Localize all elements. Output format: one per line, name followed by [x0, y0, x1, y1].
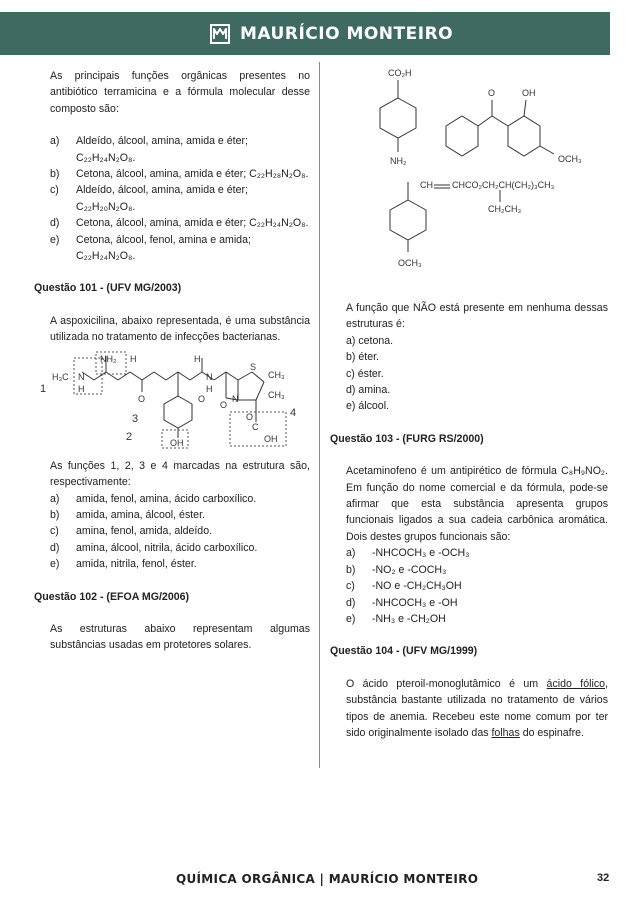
option-item: e) -NH₃ e -CH₂OH — [346, 612, 446, 625]
q102-text: As estruturas abaixo representam algumas substâncias usadas em protetores solares. — [50, 622, 310, 652]
q102-options — [330, 333, 608, 415]
marker-label-4: 4 — [290, 406, 297, 419]
option-item: c) éster. — [346, 367, 384, 380]
atom-ch: CH — [420, 180, 433, 190]
atom-n1: N — [78, 371, 85, 382]
page-footer — [0, 868, 638, 892]
option-item: a) -NHCOCH₃ e -OCH₃ — [346, 547, 470, 560]
footer-title: QUÍMICA ORGÂNICA | MAURÍCIO MONTEIRO — [176, 872, 479, 886]
atom-s: S — [250, 361, 257, 372]
q101-text: A aspoxicilina, abaixo representada, é uma substância utilizada no tratamento de infecções bacterianas. — [50, 314, 310, 344]
option-item: b) éter. — [346, 351, 379, 364]
link-folhas[interactable]: folhas — [491, 726, 520, 739]
atom-nh2: NH₂ — [100, 353, 117, 364]
option-item: c) -NO e -CH₂CH₃OH — [346, 580, 462, 593]
option-item: d) amina. — [346, 384, 391, 397]
aspoxicillin-structure — [34, 350, 310, 458]
atom-o2: O — [198, 393, 206, 404]
atom-h3c: H₃C — [52, 371, 69, 382]
q102-stem: A função que NÃO está presente em nenhuma dessas estruturas é: — [346, 302, 608, 331]
q100-intro: As principais funções orgânicas presentes no antibiótico terramicina e a fórmula molecular desse composto são: — [50, 70, 310, 115]
atom-n3: N — [232, 393, 239, 404]
atom-o3: O — [220, 399, 228, 410]
atom-o: O — [488, 88, 496, 98]
option-item: b) -NO₂ e -COCH₃ — [346, 563, 447, 576]
atom-ch3a: CH₃ — [268, 369, 285, 380]
option-item: a) amida, fenol, amina, ácido carboxílico. — [50, 492, 257, 505]
atom-oh2: OH — [264, 433, 278, 444]
atom-co2h: CO₂H — [388, 68, 412, 78]
q101-options — [34, 491, 310, 573]
left-column — [34, 68, 310, 654]
question-title-104: Questão 104 - (UFV MG/1999) — [330, 645, 478, 658]
marker-label-2: 2 — [126, 430, 133, 443]
q100-options — [34, 133, 310, 264]
brand-name: MAURÍCIO MONTEIRO — [240, 24, 454, 44]
q104-text: O ácido pteroil-monoglutâmico é um ácido fólico, substância bastante utilizada no tratamento de vários tipos de anemia. Recebeu este nome comum por ter sido originalmente isolado das folhas do espinafre. — [346, 677, 608, 739]
atom-och3a: OCH₃ — [558, 154, 582, 164]
column-divider — [319, 62, 320, 768]
option-item: e) Cetona, álcool, fenol, amina e amida; C₂₂H₂₄N₂O₈. — [50, 233, 251, 263]
option-item: b) amida, amina, álcool, éster. — [50, 508, 205, 521]
option-item: a) cetona. — [346, 334, 394, 347]
option-item: a) Aldeído, álcool, amina, amida e éter; C₂₂H₂₄N₂O₈. — [50, 135, 248, 164]
atom-och3b: OCH₃ — [398, 258, 422, 268]
marker-label-3: 3 — [132, 412, 139, 425]
q101-stem: As funções 1, 2, 3 e 4 marcadas na estrutura são, respectivamente: — [50, 459, 310, 489]
atom-h1: H — [78, 383, 85, 394]
brand-logo — [208, 20, 453, 48]
option-item: e) amida, nitrila, fenol, éster. — [50, 558, 197, 571]
atom-o1: O — [138, 393, 146, 404]
atom-oh1: OH — [170, 437, 184, 448]
atom-o4: O — [246, 411, 254, 422]
atom-nh2: NH₂ — [390, 156, 407, 166]
atom-h2: H — [130, 353, 137, 364]
option-item: e) álcool. — [346, 400, 389, 413]
option-item: d) amina, álcool, nitrila, ácido carboxílico. — [50, 541, 258, 554]
question-title-101: Questão 101 - (UFV MG/2003) — [34, 282, 182, 295]
atom-h4: H — [194, 353, 201, 364]
mm-monogram-icon — [208, 22, 232, 46]
option-item: b) Cetona, álcool, amina, amida e éter; C₂₂H₂₈N₂O₈. — [50, 168, 309, 181]
atom-ch2ch3: CH₂CH₃ — [488, 204, 522, 214]
option-item: c) Aldeído, álcool, amina, amida e éter; C₂₂H₂₀N₂O₈. — [50, 184, 248, 213]
sunscreen-structures — [336, 62, 606, 286]
option-item: d) -NHCOCH₃ e -OH — [346, 596, 458, 609]
link-acido-folico[interactable]: ácido fólico — [546, 677, 606, 690]
option-item: c) amina, fenol, amida, aldeído. — [50, 525, 213, 538]
q103-text: Acetaminofeno é um antipirético de fórmula C₈H₉NO₂. Em função do nome comercial e da fórmula, pode-se afirmar que esta substância apresenta grupos funcionais ligados a sua cadeia carbônica aromática. Dois destes grupos funcionais são: — [346, 465, 608, 543]
option-item: d) Cetona, álcool, amina, amida e éter; C₂₂H₂₄N₂O₈. — [50, 217, 309, 230]
atom-h3: H — [206, 383, 213, 394]
marker-label-1: 1 — [40, 382, 47, 395]
atom-ch3b: CH₃ — [268, 389, 285, 400]
q103-options — [330, 545, 608, 627]
atom-chain: CHCO₂CH₂CH(CH₂)₃CH₃ — [452, 180, 555, 190]
right-column — [330, 300, 608, 741]
header-banner-tip — [602, 12, 610, 54]
atom-oh: OH — [522, 88, 536, 98]
atom-n2: N — [206, 371, 213, 382]
atom-c: C — [252, 421, 259, 432]
question-title-103: Questão 103 - (FURG RS/2000) — [330, 432, 484, 445]
page-number: 32 — [597, 872, 610, 884]
question-title-102: Questão 102 - (EFOA MG/2006) — [34, 590, 190, 603]
